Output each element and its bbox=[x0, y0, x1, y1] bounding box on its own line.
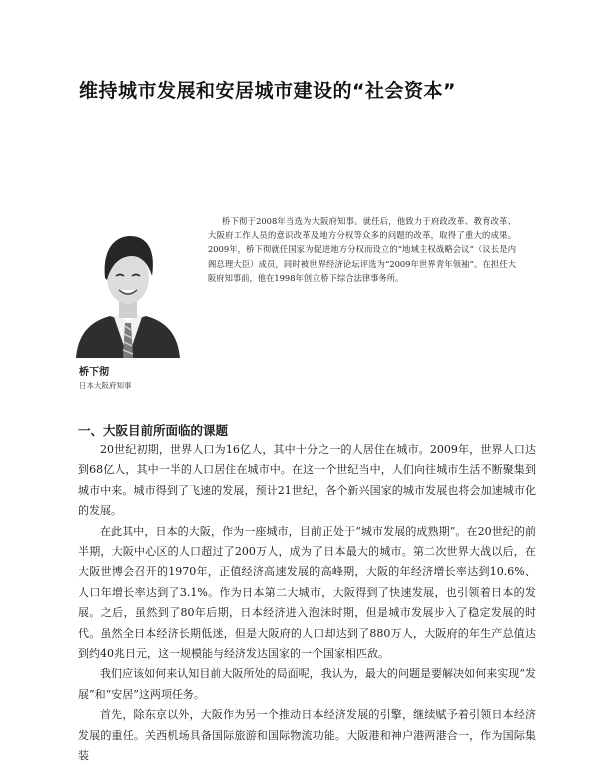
article-body bbox=[78, 440, 536, 767]
article-title: 维持城市发展和安居城市建设的“社会资本” bbox=[79, 80, 456, 102]
author-title: 日本大阪府知事 bbox=[79, 381, 132, 390]
body-paragraph: 首先，除东京以外，大阪作为另一个推动日本经济发展的引擎，继续赋予着引领日本经济发展的重任。关西机场具备国际旅游和国际物流功能。大阪港和神户港两港合一，作为国际集装 bbox=[78, 708, 536, 763]
section-heading: 一、大阪目前所面临的课题 bbox=[78, 423, 229, 438]
author-name: 桥下彻 bbox=[79, 367, 109, 378]
author-bio: 桥下彻于2008年当选为大阪府知事。就任后，他致力于府政改革、教育改革、大阪府工作人员的意识改革及地方分权等众多的问题的改革，取得了重大的成果。2009年，桥下彻就任国家为促进地方分权而设立的“地域主权战略会议”（议长是内阁总理大臣）成员，同时被世界经济论坛评选为“2009年世界青年领袖”。在担任大阪府知事前，他在1998年创立桥下综合法律事务所。 bbox=[208, 216, 516, 283]
body-paragraph: 我们应该如何来认知目前大阪所处的局面呢，我认为，最大的问题是要解决如何来实现“发展”和“安居”这两项任务。 bbox=[78, 667, 536, 701]
body-paragraph: 在此其中，日本的大阪，作为一座城市，目前正处于“城市发展的成熟期”。在20世纪的前半期，大阪中心区的人口超过了200万人，成为了日本最大的城市。第二次世界大战以后，在大阪世博会召开的1970年，正值经济高速发展的高峰期，大阪的年经济增长率达到10.6%、人口年增长率达到了3.1%。作为日本第二大城市，大阪得到了快速发展，也引领着日本的发展。之后，虽然到了80年后期，日本经济进入泡沫时期，但是城市发展步入了稳定发展的时代。虽然全日本经济长期低迷，但是大阪府的人口却达到了880万人，大阪府的年生产总值达到约40兆日元，这一规模能与经济发达国家的一个国家相匹敌。 bbox=[78, 524, 536, 661]
author-portrait bbox=[74, 218, 182, 358]
body-paragraph: 20世纪初期，世界人口为16亿人，其中十分之一的人居住在城市。2009年，世界人口达到68亿人，其中一半的人口居住在城市中。在这一个世纪当中，人们向往城市生活不断聚集到城市中来。城市得到了飞速的发展，预计21世纪，各个新兴国家的城市发展也将会加速城市化的发展。 bbox=[78, 443, 536, 518]
